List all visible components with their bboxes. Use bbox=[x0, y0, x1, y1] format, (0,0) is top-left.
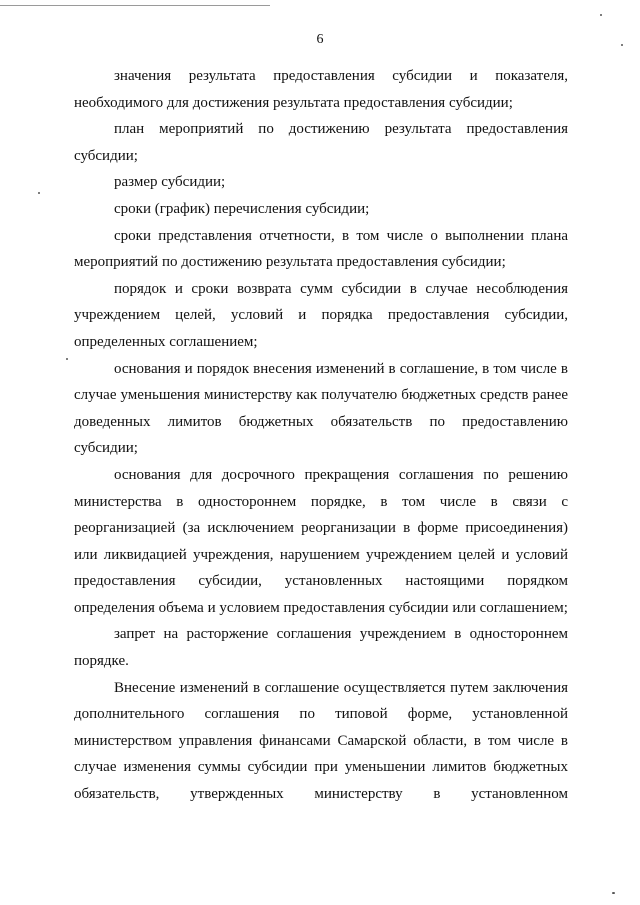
paragraph-reporting-deadlines: сроки представления отчетности, в том числе о выполнении плана мероприятий по достижению результата предоставления субсидии; bbox=[74, 227, 568, 271]
paragraph-action-plan: план мероприятий по достижению результата предоставления субсидии; bbox=[74, 121, 568, 164]
scan-edge-line bbox=[0, 5, 270, 6]
paragraph-early-termination: основания для досрочного прекращения соглашения по решению министерства в одностороннем порядке, в том числе в связи с реорганизацией (за исключением реорганизации в форме присоединения) или ликвидацией учреждения, нарушением учреждением целей и условий предоставления субсидии, установленных настоящими порядком определения объема и условием предоставления субсидии или соглашением; bbox=[74, 466, 568, 616]
paragraph-subsidy-amount: размер субсидии; bbox=[114, 174, 226, 191]
paragraph-result-values: значения результата предоставления субсидии и показателя, необходимого для достижения результата предоставления субсидии; bbox=[74, 68, 568, 111]
page-number: 6 bbox=[316, 32, 324, 47]
paragraph-amendment-grounds: основания и порядок внесения изменений в соглашение, в том числе в случае уменьшения министерству как получателю бюджетных средств ранее доведенных лимитов бюджетных обязательств по предоставлению субсидии; bbox=[74, 360, 568, 457]
scan-speck bbox=[66, 358, 68, 360]
paragraph-refund-procedure: порядок и сроки возврата сумм субсидии в случае несоблюдения учреждением целей, условий и порядка предоставления субсидии, определенных соглашением; bbox=[74, 280, 568, 350]
paragraph-termination-ban: запрет на расторжение соглашения учреждением в одностороннем порядке. bbox=[74, 626, 568, 670]
document-body bbox=[74, 63, 568, 808]
scan-speck bbox=[600, 14, 602, 16]
scan-speck bbox=[38, 192, 40, 194]
paragraph-amendments-process: Внесение изменений в соглашение осуществляется путем заключения дополнительного соглашения по типовой форме, установленной министерством управления финансами Самарской области, в том числе в случае изменения суммы субсидии при уменьшении лимитов бюджетных обязательств, утвержденных министерству в установленном bbox=[74, 679, 568, 803]
scan-speck bbox=[612, 892, 615, 894]
paragraph-transfer-schedule: сроки (график) перечисления субсидии; bbox=[114, 200, 370, 217]
